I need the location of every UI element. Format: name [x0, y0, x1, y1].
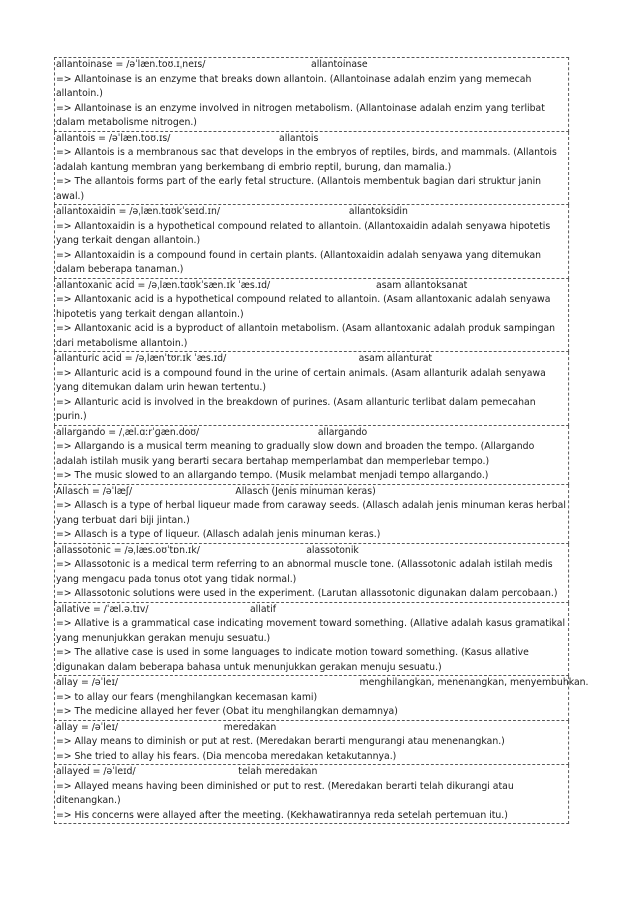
example-sentence: => The allative case is used in some languages to indicate motion toward something. (Kasus allative digunakan dalam beberapa bahasa untuk menunjukkan gerakan menuju sesuatu.) [55, 647, 529, 673]
entry-headline [56, 721, 567, 736]
example-sentence: => Allargando is a musical term meaning to gradually slow down and broaden the tempo. (Allargando adalah istilah musik yang berarti secara bertahap memperlambat dan memperlebar tempo.) [55, 441, 535, 467]
dictionary-entry [54, 132, 569, 206]
entry-headline [56, 765, 567, 780]
dictionary-entry [54, 485, 569, 544]
dictionary-document [54, 57, 589, 824]
entry-headline [56, 132, 567, 147]
dictionary-entry [54, 279, 569, 353]
example-sentence: => Allassotonic is a medical term referring to an abnormal muscle tone. (Allassotonic adalah istilah medis yang mengacu pada tonus otot yang tidak normal.) [55, 559, 553, 585]
headword-pronunciation: allayed = /əˈleɪd/ [55, 766, 136, 777]
entry-headline [56, 426, 567, 441]
example-sentence: => Allantoinase is an enzyme involved in nitrogen metabolism. (Allantoinase adalah enzim yang terlibat dalam metabolisme nitrogen.) [55, 102, 545, 128]
example-sentence: => The allantois forms part of the early fetal structure. (Allantois membentuk bagian dari struktur janin awal.) [55, 176, 542, 202]
headword-translation: allargando [317, 426, 368, 438]
example-sentence: => Allasch is a type of herbal liqueur made from caraway seeds. (Allasch adalah jenis minuman keras herbal yang terbuat dari biji jintan.) [55, 500, 566, 526]
example-sentence: => Allative is a grammatical case indicating movement toward something. (Allative adalah kasus gramatikal yang menunjukkan gerakan menuju sesuatu.) [55, 618, 566, 644]
headword-pronunciation: allantoinase = /əˈlæn.toʊ.ɪˌneɪs/ [55, 59, 206, 70]
headword-translation: Allasch (Jenis minuman keras) [235, 485, 376, 497]
entry-headline [56, 603, 567, 618]
example-sentence: => to allay our fears (menghilangkan kecemasan kami) [55, 691, 318, 703]
entry-headline [56, 205, 567, 220]
headword-pronunciation: allanturic acid = /əˌlænˈtʊr.ɪk ˈæs.ɪd/ [55, 353, 227, 364]
entry-headline [56, 279, 567, 294]
example-sentence: => Allayed means having been diminished or put to rest. (Meredakan berarti telah dikurangi atau ditenangkan.) [55, 780, 514, 806]
example-sentence: => Allassotonic solutions were used in the experiment. (Larutan allassotonic digunakan dalam percobaan.) [55, 588, 558, 599]
dictionary-entry [54, 676, 589, 721]
headword-pronunciation: allantoxanic acid = /əˌlæn.tɑʊkˈsæn.ɪk ˈæs.ɪd/ [55, 279, 271, 291]
headword-pronunciation: allantois = /əˈlæn.toʊ.ɪs/ [55, 132, 171, 144]
headword-translation: allantois [279, 132, 319, 144]
entry-headline [56, 544, 567, 559]
headword-translation: allantoinase [311, 59, 368, 70]
headword-translation: allantoksidin [348, 206, 408, 217]
dictionary-entry [54, 765, 569, 824]
headword-translation: asam allanturat [358, 353, 433, 364]
headword-pronunciation: allay = /əˈleɪ/ [55, 721, 119, 733]
headword-translation: asam allantoksanat [376, 279, 468, 291]
example-sentence: => Allantoxaidin is a hypothetical compound related to allantoin. (Allantoxaidin adalah senyawa hipotetis yang terkait dengan allantoin.) [55, 220, 551, 246]
example-sentence: => Allantoxanic acid is a hypothetical compound related to allantoin. (Asam allantoxanic adalah senyawa hipotetis yang terkait dengan allantoin.) [55, 294, 551, 320]
entry-headline [56, 58, 567, 73]
example-sentence: => His concerns were allayed after the meeting. (Kekhawatirannya reda setelah pertemuan itu.) [55, 809, 508, 821]
dictionary-entry [54, 603, 569, 677]
dictionary-entry [54, 544, 569, 603]
example-sentence: => Allantoinase is an enzyme that breaks down allantoin. (Allantoinase adalah enzim yang memecah allantoin.) [55, 73, 532, 99]
dictionary-entry [54, 352, 569, 426]
headword-translation: alassotonik [306, 544, 359, 556]
entry-headline [55, 676, 589, 691]
example-sentence: => Allanturic acid is a compound found in the urine of certain animals. (Asam allanturik adalah senyawa yang ditemukan dalam urin hewan tertentu.) [55, 367, 546, 393]
headword-pronunciation: allantoxaidin = /əˌlæn.tɑʊkˈseɪd.ɪn/ [55, 206, 221, 217]
entry-headline [56, 485, 567, 500]
example-sentence: => Allantoxaidin is a compound found in certain plants. (Allantoxaidin adalah senyawa yang ditemukan dalam beberapa tanaman.) [55, 249, 542, 275]
headword-pronunciation: allative = /ˈæl.ə.tɪv/ [55, 603, 149, 615]
headword-pronunciation: Allasch = /əˈlæʃ/ [55, 485, 133, 497]
headword-translation: menghilangkan, menenangkan, menyembuhkan. [359, 677, 589, 688]
dictionary-entry [54, 721, 569, 766]
headword-translation: telah meredakan [238, 766, 318, 777]
example-sentence: => Allantoxanic acid is a byproduct of allantoin metabolism. (Asam allantoxanic adalah produk sampingan dari metabolisme allantoin.) [55, 323, 556, 349]
dictionary-entry [54, 426, 569, 485]
dictionary-entry [54, 205, 569, 279]
headword-pronunciation: allassotonic = /əˌlæs.oʊˈtɒn.ɪk/ [55, 544, 200, 556]
headword-pronunciation: allargando = /ˌæl.ɑːrˈɡæn.doʊ/ [55, 426, 200, 438]
example-sentence: => The music slowed to an allargando tempo. (Musik melambat menjadi tempo allargando.) [55, 470, 489, 481]
example-sentence: => Allasch is a type of liqueur. (Allasch adalah jenis minuman keras.) [55, 529, 381, 540]
example-sentence: => The medicine allayed her fever (Obat itu menghilangkan demamnya) [55, 706, 398, 717]
example-sentence: => She tried to allay his fears. (Dia mencoba meredakan ketakutannya.) [55, 750, 397, 762]
dictionary-entry [54, 57, 569, 132]
example-sentence: => Allanturic acid is involved in the breakdown of purines. (Asam allanturic terlibat dalam pemecahan purin.) [55, 396, 536, 422]
example-sentence: => Allantois is a membranous sac that develops in the embryos of reptiles, birds, and mammals. (Allantois adalah kantung membran yang berkembang di embrio reptil, burung, dan mamalia.) [55, 147, 557, 173]
headword-translation: allatif [249, 603, 277, 615]
headword-pronunciation: allay = /əˈleɪ/ [55, 677, 119, 688]
headword-translation: meredakan [223, 721, 277, 733]
entry-headline [56, 352, 567, 367]
example-sentence: => Allay means to diminish or put at rest. (Meredakan berarti mengurangi atau menenangkan.) [55, 736, 505, 747]
